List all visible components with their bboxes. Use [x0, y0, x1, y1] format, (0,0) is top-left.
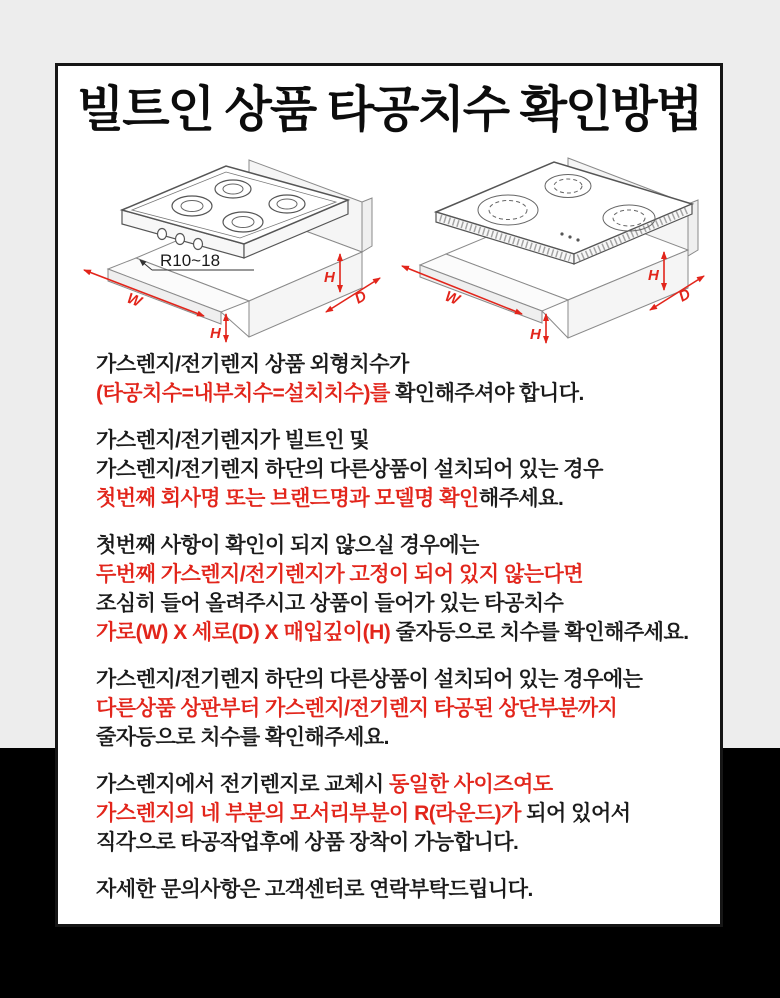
paragraph [96, 426, 686, 513]
depth-height-label-right: H [324, 269, 335, 286]
highlighted-text: 가로(W) X 세로(D) X 매입깊이(H) [96, 621, 391, 644]
text-line [96, 379, 686, 408]
gas-range-cutout-diagram [74, 146, 386, 344]
text-line [96, 770, 686, 799]
depth-label: D [351, 287, 370, 308]
text-line [96, 426, 686, 455]
highlighted-text: 다른상품 상판부터 가스렌지/전기렌지 타공된 상단부분까지 [96, 697, 618, 720]
body-text: 자세한 문의사항은 고객센터로 연락부탁드립니다. [96, 878, 533, 901]
page-title: 빌트인 상품 타공치수 확인방법 [76, 83, 702, 137]
body-text: 가스렌지/전기렌지가 빌트인 및 [96, 429, 370, 452]
text-line [96, 484, 686, 513]
highlighted-text: (타공치수=내부치수=설치치수)를 [96, 382, 390, 405]
text-line [96, 828, 686, 857]
depth-height-label-front: H [530, 326, 541, 343]
instructions [58, 344, 720, 904]
body-text: 되어 있어서 [520, 802, 631, 825]
corner-radius-label: R10~18 [160, 251, 221, 270]
width-label: W [442, 287, 462, 309]
content-card [55, 63, 723, 927]
body-text: 가스렌지/전기렌지 하단의 다른상품이 설치되어 있는 경우 [96, 458, 603, 481]
body-text: 확인해주셔야 합니다. [389, 382, 584, 405]
paragraph [96, 350, 686, 408]
text-line [96, 560, 686, 589]
body-text: 줄자등으로 치수를 확인해주세요. [96, 726, 390, 749]
highlighted-text: 첫번째 회사명 또는 브랜드명과 모델명 확인 [96, 487, 479, 510]
text-line [96, 723, 686, 752]
text-line [96, 531, 686, 560]
paragraph [96, 770, 686, 857]
diagram-row [58, 138, 720, 344]
depth-label: D [675, 285, 694, 306]
width-label: W [124, 289, 144, 311]
text-line [96, 694, 686, 723]
body-text: 첫번째 사항이 확인이 되지 않으실 경우에는 [96, 534, 479, 557]
body-text: 조심히 들어 올려주시고 상품이 들어가 있는 타공치수 [96, 592, 564, 615]
electric-range-cutout-diagram [396, 146, 708, 344]
body-text: 가스렌지/전기렌지 하단의 다른상품이 설치되어 있는 경우에는 [96, 668, 643, 691]
depth-height-label-front: H [210, 325, 221, 342]
paragraph [96, 875, 686, 904]
highlighted-text: 두번째 가스렌지/전기렌지가 고정이 되어 있지 않는다면 [96, 563, 584, 586]
body-text: 줄자등으로 치수를 확인해주세요. [390, 621, 689, 644]
body-text: 해주세요. [478, 487, 564, 510]
text-line [96, 455, 686, 484]
paragraph [96, 665, 686, 752]
paragraph [96, 531, 689, 647]
text-line [96, 618, 689, 647]
body-text: 가스렌지에서 전기렌지로 교체시 [96, 773, 390, 796]
text-line [96, 589, 686, 618]
text-line [96, 350, 686, 379]
depth-height-label-right: H [648, 267, 659, 284]
highlighted-text: 가스렌지의 네 부분의 모서리부분이 R(라운드)가 [96, 802, 521, 825]
back-panel-edge [362, 198, 372, 252]
text-line [96, 875, 686, 904]
text-line [96, 799, 686, 828]
body-text: 직각으로 타공작업후에 상품 장착이 가능합니다. [96, 831, 519, 854]
body-text: 가스렌지/전기렌지 상품 외형치수가 [96, 353, 409, 376]
highlighted-text: 동일한 사이즈여도 [389, 773, 553, 796]
text-line [96, 665, 686, 694]
